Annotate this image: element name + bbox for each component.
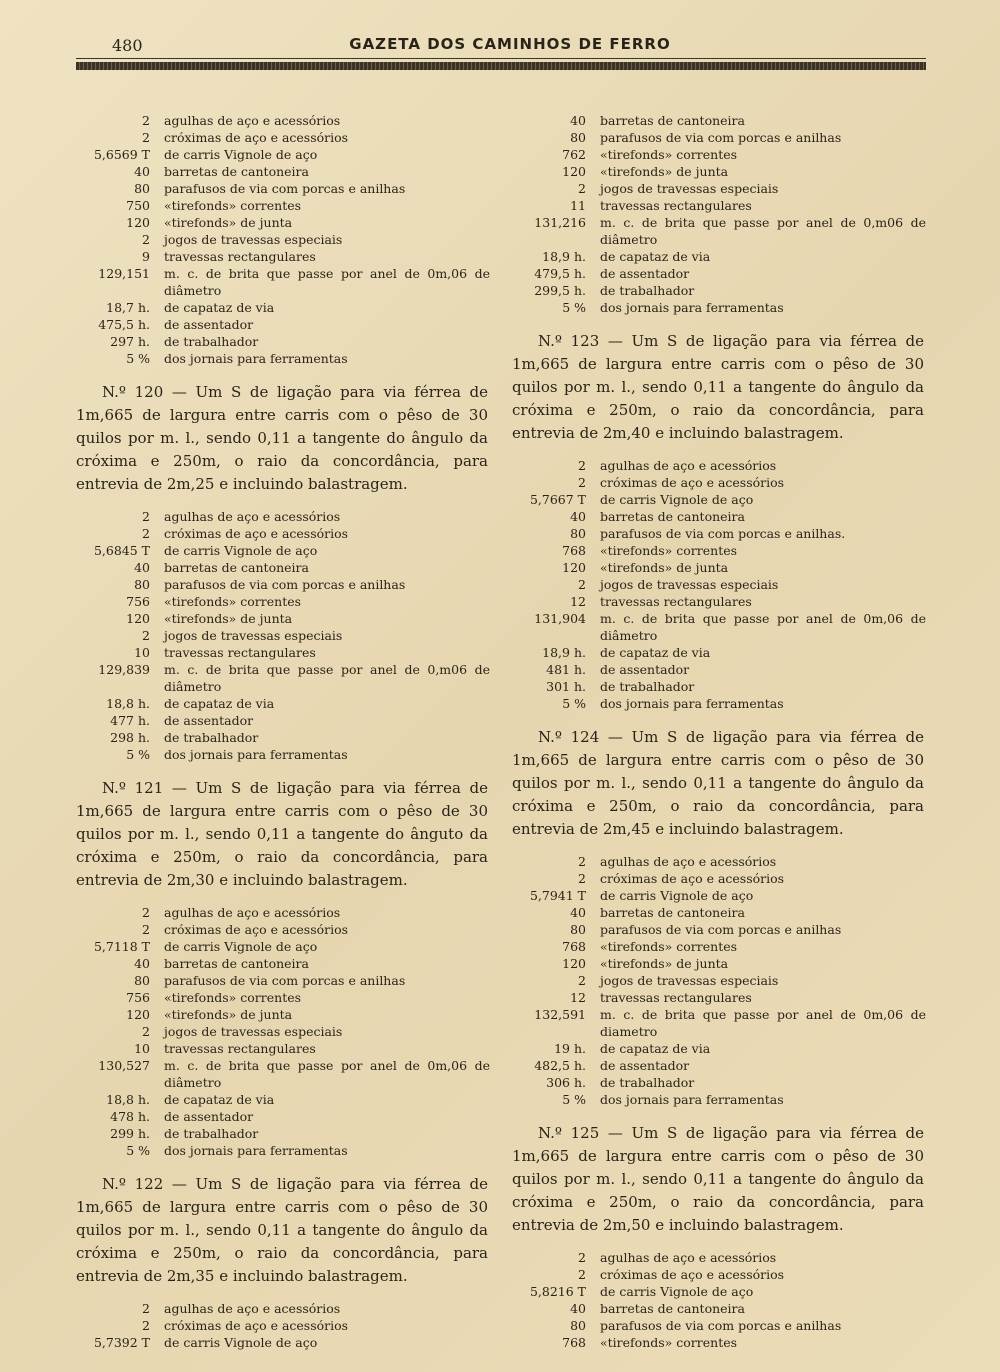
list-item xyxy=(508,248,928,265)
item-description: travessas rectangulares xyxy=(600,594,752,609)
list-item xyxy=(72,231,492,248)
list-item xyxy=(508,661,928,678)
list-item xyxy=(72,508,492,525)
item-description: de capataz de via xyxy=(600,1041,711,1056)
item-description: de carris Vignole de aço xyxy=(164,1335,318,1350)
item-description: de trabalhador xyxy=(164,1126,259,1141)
item-quantity: 80 xyxy=(570,130,586,145)
section-paragraph: N.º 124 — Um S de ligação para via férrea de 1m,665 de largura entre carris com o pêso de 30 quilos por m. l., sendo 0,11 a tangente do ângulo da cróxima e 250m, o raio da concordância, para entrevia de 2m,45 e incluindo balastragem. xyxy=(512,728,924,838)
list-item xyxy=(72,746,492,763)
list-item xyxy=(508,214,928,248)
item-description: «tirefonds» de junta xyxy=(600,164,729,179)
list-item xyxy=(72,938,492,955)
list-item xyxy=(508,1006,928,1040)
item-quantity: 2 xyxy=(142,905,150,920)
item-description: de capataz de via xyxy=(164,1092,275,1107)
item-quantity: 40 xyxy=(570,905,586,920)
item-quantity: 5,6845 T xyxy=(93,543,150,558)
item-quantity: 5 % xyxy=(126,1143,150,1158)
item-quantity: 2 xyxy=(578,181,586,196)
list-item xyxy=(508,197,928,214)
item-description: de carris Vignole de aço xyxy=(600,1284,754,1299)
list-item xyxy=(508,1300,928,1317)
item-description: parafusos de via com porcas e anilhas xyxy=(600,922,842,937)
item-description: travessas rectangulares xyxy=(164,645,316,660)
item-description: cróximas de aço e acessórios xyxy=(600,475,785,490)
list-item xyxy=(72,316,492,333)
item-quantity: 11 xyxy=(570,198,586,213)
list-item xyxy=(72,350,492,367)
item-quantity: 120 xyxy=(126,215,150,230)
list-item xyxy=(72,576,492,593)
list-item xyxy=(72,299,492,316)
list-item xyxy=(72,214,492,231)
list-item xyxy=(508,1074,928,1091)
list-item xyxy=(72,112,492,129)
item-quantity: 12 xyxy=(570,594,586,609)
item-description: m. c. de brita que passe por anel de 0m,06 de diâmetro xyxy=(164,266,490,298)
list-item xyxy=(508,904,928,921)
list-item xyxy=(508,1266,928,1283)
item-description: de assentador xyxy=(164,713,254,728)
item-description: dos jornais para ferramentas xyxy=(164,747,348,762)
item-quantity: 40 xyxy=(570,509,586,524)
page-number: 480 xyxy=(112,36,143,55)
item-description: parafusos de via com porcas e anilhas xyxy=(600,130,842,145)
item-quantity: 2 xyxy=(142,130,150,145)
header-rule xyxy=(76,62,926,70)
list-item xyxy=(72,1023,492,1040)
item-description: dos jornais para ferramentas xyxy=(600,1092,784,1107)
list-item xyxy=(72,1300,492,1317)
list-item xyxy=(72,989,492,1006)
item-description: «tirefonds» correntes xyxy=(600,939,738,954)
list-item xyxy=(72,559,492,576)
item-description: «tirefonds» correntes xyxy=(164,990,302,1005)
item-quantity: 478 h. xyxy=(110,1109,150,1124)
item-description: agulhas de aço e acessórios xyxy=(164,509,341,524)
item-description: de assentador xyxy=(164,317,254,332)
list-item xyxy=(72,180,492,197)
item-quantity: 301 h. xyxy=(546,679,586,694)
item-description: travessas rectangulares xyxy=(164,1041,316,1056)
item-quantity: 80 xyxy=(134,577,150,592)
item-quantity: 5,7667 T xyxy=(529,492,586,507)
item-description: de trabalhador xyxy=(164,334,259,349)
list-item xyxy=(508,887,928,904)
item-description: agulhas de aço e acessórios xyxy=(600,458,777,473)
item-description: de trabalhador xyxy=(600,1075,695,1090)
item-description: barretas de cantoneira xyxy=(600,1301,745,1316)
item-description: «tirefonds» correntes xyxy=(164,198,302,213)
item-quantity: 299 h. xyxy=(110,1126,150,1141)
item-quantity: 768 xyxy=(562,543,586,558)
item-quantity: 80 xyxy=(570,1318,586,1333)
list-item xyxy=(508,491,928,508)
list-item xyxy=(508,1283,928,1300)
journal-title: GAZETA DOS CAMINHOS DE FERRO xyxy=(349,35,671,53)
section-paragraph: N.º 123 — Um S de ligação para via férrea de 1m,665 de largura entre carris com o pêso de 30 quilos por m. l., sendo 0,11 a tangente do ângulo da cróxima e 250m, o raio da concordância, para entrevia de 2m,40 e incluindo balastragem. xyxy=(512,332,924,442)
item-description: «tirefonds» correntes xyxy=(600,543,738,558)
item-description: de assentador xyxy=(600,266,690,281)
section-paragraph: N.º 120 — Um S de ligação para via férrea de 1m,665 de largura entre carris com o pêso de 30 quilos por m. l., sendo 0,11 a tangente do ângulo da cróxima e 250m, o raio da concordância, para entrevia de 2m,25 e incluindo balastragem. xyxy=(76,383,488,493)
item-description: «tirefonds» de junta xyxy=(600,560,729,575)
item-quantity: 5,6569 T xyxy=(93,147,150,162)
item-description: dos jornais para ferramentas xyxy=(164,351,348,366)
item-quantity: 2 xyxy=(578,475,586,490)
item-quantity: 2 xyxy=(578,458,586,473)
item-description: parafusos de via com porcas e anilhas xyxy=(600,1318,842,1333)
list-item xyxy=(508,559,928,576)
item-quantity: 2 xyxy=(142,113,150,128)
list-item xyxy=(508,989,928,1006)
item-quantity: 18,8 h. xyxy=(106,1092,150,1107)
section-paragraph: N.º 122 — Um S de ligação para via férrea de 1m,665 de largura entre carris com o pêso de 30 quilos por m. l., sendo 0,11 a tangente do ângulo da cróxima e 250m, o raio da concordância, para entrevia de 2m,35 e incluindo balastragem. xyxy=(76,1175,488,1285)
list-item xyxy=(72,265,492,299)
item-quantity: 756 xyxy=(126,990,150,1005)
list-item xyxy=(72,661,492,695)
item-description: «tirefonds» de junta xyxy=(600,956,729,971)
item-description: dos jornais para ferramentas xyxy=(164,1143,348,1158)
list-item xyxy=(72,129,492,146)
item-quantity: 19 h. xyxy=(554,1041,586,1056)
item-description: parafusos de via com porcas e anilhas xyxy=(164,181,406,196)
item-quantity: 120 xyxy=(126,611,150,626)
item-description: de carris Vignole de aço xyxy=(164,147,318,162)
list-item xyxy=(508,1091,928,1108)
item-quantity: 130,527 xyxy=(98,1058,150,1073)
list-item xyxy=(72,921,492,938)
list-item xyxy=(508,644,928,661)
list-item xyxy=(508,129,928,146)
list-item xyxy=(72,1125,492,1142)
item-description: «tirefonds» correntes xyxy=(600,1335,738,1350)
item-quantity: 482,5 h. xyxy=(534,1058,586,1073)
item-quantity: 5,7392 T xyxy=(93,1335,150,1350)
item-quantity: 80 xyxy=(134,973,150,988)
list-item xyxy=(72,525,492,542)
list-item xyxy=(72,695,492,712)
item-quantity: 18,9 h. xyxy=(542,249,586,264)
list-item xyxy=(72,542,492,559)
item-quantity: 80 xyxy=(570,922,586,937)
item-description: travessas rectangulares xyxy=(164,249,316,264)
list-item xyxy=(72,955,492,972)
item-quantity: 120 xyxy=(562,164,586,179)
list-item xyxy=(508,678,928,695)
item-description: de trabalhador xyxy=(164,730,259,745)
list-item xyxy=(508,593,928,610)
material-list xyxy=(508,853,928,1108)
item-description: de assentador xyxy=(164,1109,254,1124)
section-paragraph: N.º 121 — Um S de ligação para via férrea de 1m,665 de largura entre carris com o pêso de 30 quilos por m. l., sendo 0,11 a tangente do ânguto da cróxima e 250m, o raio da concordância, para entrevia de 2m,30 e incluindo balastragem. xyxy=(76,779,488,889)
list-item xyxy=(508,112,928,129)
item-quantity: 80 xyxy=(570,526,586,541)
material-list xyxy=(72,904,492,1159)
list-item xyxy=(508,853,928,870)
item-description: m. c. de brita que passe por anel de 0m,06 de diâmetro xyxy=(164,1058,490,1090)
item-description: «tirefonds» de junta xyxy=(164,215,293,230)
item-description: «tirefonds» correntes xyxy=(164,594,302,609)
list-item xyxy=(508,576,928,593)
item-description: de trabalhador xyxy=(600,283,695,298)
material-list xyxy=(508,457,928,712)
material-list xyxy=(508,112,928,316)
list-item xyxy=(508,146,928,163)
list-item xyxy=(508,1057,928,1074)
item-quantity: 2 xyxy=(578,1267,586,1282)
list-item xyxy=(508,610,928,644)
item-quantity: 9 xyxy=(142,249,150,264)
item-quantity: 132,591 xyxy=(534,1007,586,1022)
material-list xyxy=(508,1249,928,1351)
item-quantity: 80 xyxy=(134,181,150,196)
item-description: barretas de cantoneira xyxy=(600,509,745,524)
list-item xyxy=(72,1334,492,1351)
item-quantity: 131,216 xyxy=(534,215,586,230)
item-description: cróximas de aço e acessórios xyxy=(164,1318,349,1333)
list-item xyxy=(508,474,928,491)
item-quantity: 479,5 h. xyxy=(534,266,586,281)
item-quantity: 5,7941 T xyxy=(529,888,586,903)
item-quantity: 768 xyxy=(562,939,586,954)
item-description: de carris Vignole de aço xyxy=(164,939,318,954)
item-description: parafusos de via com porcas e anilhas xyxy=(164,577,406,592)
left-column xyxy=(72,112,492,1351)
item-quantity: 18,8 h. xyxy=(106,696,150,711)
item-quantity: 40 xyxy=(134,956,150,971)
item-description: barretas de cantoneira xyxy=(164,164,309,179)
right-column xyxy=(508,112,928,1351)
item-description: m. c. de brita que passe por anel de 0m,06 de diâmetro xyxy=(600,611,926,643)
item-quantity: 2 xyxy=(142,232,150,247)
item-quantity: 129,151 xyxy=(98,266,150,281)
list-item xyxy=(72,644,492,661)
item-description: de capataz de via xyxy=(164,696,275,711)
list-item xyxy=(508,282,928,299)
item-description: parafusos de via com porcas e anilhas. xyxy=(600,526,846,541)
item-quantity: 298 h. xyxy=(110,730,150,745)
item-quantity: 2 xyxy=(142,526,150,541)
item-quantity: 18,9 h. xyxy=(542,645,586,660)
item-description: barretas de cantoneira xyxy=(600,113,745,128)
list-item xyxy=(72,1091,492,1108)
item-description: de assentador xyxy=(600,1058,690,1073)
item-quantity: 10 xyxy=(134,1041,150,1056)
item-quantity: 2 xyxy=(578,1250,586,1265)
item-quantity: 2 xyxy=(142,1024,150,1039)
item-description: jogos de travessas especiais xyxy=(164,232,343,247)
item-quantity: 5 % xyxy=(126,747,150,762)
list-item xyxy=(72,1142,492,1159)
item-description: de capataz de via xyxy=(164,300,275,315)
list-item xyxy=(508,525,928,542)
item-description: «tirefonds» de junta xyxy=(164,611,293,626)
item-quantity: 120 xyxy=(126,1007,150,1022)
item-description: agulhas de aço e acessórios xyxy=(164,905,341,920)
item-description: m. c. de brita que passe por anel de 0m,06 de diametro xyxy=(600,1007,926,1039)
list-item xyxy=(508,1317,928,1334)
item-quantity: 40 xyxy=(570,1301,586,1316)
list-item xyxy=(72,146,492,163)
item-quantity: 306 h. xyxy=(546,1075,586,1090)
material-list xyxy=(72,508,492,763)
list-item xyxy=(72,1006,492,1023)
item-quantity: 475,5 h. xyxy=(98,317,150,332)
item-description: m. c. de brita que passe por anel de 0,m06 de diâmetro xyxy=(164,662,490,694)
item-quantity: 2 xyxy=(142,509,150,524)
list-item xyxy=(508,1040,928,1057)
item-quantity: 5 % xyxy=(126,351,150,366)
item-quantity: 2 xyxy=(578,854,586,869)
item-quantity: 299,5 h. xyxy=(534,283,586,298)
item-description: de carris Vignole de aço xyxy=(600,888,754,903)
item-description: de trabalhador xyxy=(600,679,695,694)
list-item xyxy=(508,921,928,938)
item-description: dos jornais para ferramentas xyxy=(600,300,784,315)
list-item xyxy=(508,695,928,712)
item-description: «tirefonds» correntes xyxy=(600,147,738,162)
item-description: «tirefonds» de junta xyxy=(164,1007,293,1022)
item-quantity: 5 % xyxy=(562,1092,586,1107)
item-description: cróximas de aço e acessórios xyxy=(164,526,349,541)
material-list xyxy=(72,112,492,367)
item-description: jogos de travessas especiais xyxy=(600,973,779,988)
item-quantity: 129,839 xyxy=(98,662,150,677)
item-quantity: 762 xyxy=(562,147,586,162)
item-description: de assentador xyxy=(600,662,690,677)
item-quantity: 120 xyxy=(562,560,586,575)
item-description: jogos de travessas especiais xyxy=(164,628,343,643)
list-item xyxy=(508,180,928,197)
item-description: travessas rectangulares xyxy=(600,198,752,213)
item-quantity: 2 xyxy=(142,922,150,937)
list-item xyxy=(72,729,492,746)
item-quantity: 120 xyxy=(562,956,586,971)
list-item xyxy=(508,938,928,955)
item-quantity: 297 h. xyxy=(110,334,150,349)
item-description: barretas de cantoneira xyxy=(164,560,309,575)
item-quantity: 10 xyxy=(134,645,150,660)
item-description: cróximas de aço e acessórios xyxy=(600,871,785,886)
list-item xyxy=(508,870,928,887)
list-item xyxy=(72,972,492,989)
item-description: dos jornais para ferramentas xyxy=(600,696,784,711)
item-quantity: 5 % xyxy=(562,696,586,711)
item-description: m. c. de brita que passe por anel de 0,m06 de diâmetro xyxy=(600,215,926,247)
item-quantity: 2 xyxy=(142,1301,150,1316)
item-quantity: 5,8216 T xyxy=(529,1284,586,1299)
header-rule-thin xyxy=(76,58,926,59)
item-description: jogos de travessas especiais xyxy=(600,577,779,592)
list-item xyxy=(72,1317,492,1334)
list-item xyxy=(72,333,492,350)
list-item xyxy=(72,163,492,180)
list-item xyxy=(72,1057,492,1091)
item-description: travessas rectangulares xyxy=(600,990,752,1005)
list-item xyxy=(72,197,492,214)
item-description: cróximas de aço e acessórios xyxy=(164,922,349,937)
list-item xyxy=(508,1249,928,1266)
item-description: barretas de cantoneira xyxy=(164,956,309,971)
section-paragraph: N.º 125 — Um S de ligação para via férrea de 1m,665 de largura entre carris com o pêso de 30 quilos por m. l., sendo 0,11 a tangente do ângulo da cróxima e 250m, o raio da concordância, para entrevia de 2m,50 e incluindo balastragem. xyxy=(512,1124,924,1234)
item-description: de capataz de via xyxy=(600,645,711,660)
item-description: agulhas de aço e acessórios xyxy=(600,1250,777,1265)
item-description: de carris Vignole de aço xyxy=(164,543,318,558)
item-quantity: 750 xyxy=(126,198,150,213)
list-item xyxy=(72,1040,492,1057)
list-item xyxy=(72,610,492,627)
list-item xyxy=(72,1108,492,1125)
item-quantity: 5 % xyxy=(562,300,586,315)
list-item xyxy=(508,542,928,559)
item-description: barretas de cantoneira xyxy=(600,905,745,920)
item-quantity: 12 xyxy=(570,990,586,1005)
list-item xyxy=(508,299,928,316)
list-item xyxy=(72,712,492,729)
item-description: agulhas de aço e acessórios xyxy=(164,1301,341,1316)
item-description: cróximas de aço e acessórios xyxy=(164,130,349,145)
item-quantity: 2 xyxy=(578,871,586,886)
item-quantity: 2 xyxy=(578,973,586,988)
item-quantity: 40 xyxy=(134,164,150,179)
item-quantity: 477 h. xyxy=(110,713,150,728)
item-quantity: 2 xyxy=(142,1318,150,1333)
item-description: agulhas de aço e acessórios xyxy=(600,854,777,869)
list-item xyxy=(508,163,928,180)
item-description: cróximas de aço e acessórios xyxy=(600,1267,785,1282)
item-quantity: 131,904 xyxy=(534,611,586,626)
list-item xyxy=(508,1334,928,1351)
list-item xyxy=(72,904,492,921)
item-quantity: 40 xyxy=(570,113,586,128)
list-item xyxy=(508,972,928,989)
item-quantity: 2 xyxy=(142,628,150,643)
item-quantity: 481 h. xyxy=(546,662,586,677)
list-item xyxy=(508,508,928,525)
item-description: jogos de travessas especiais xyxy=(164,1024,343,1039)
list-item xyxy=(72,593,492,610)
item-description: jogos de travessas especiais xyxy=(600,181,779,196)
item-quantity: 18,7 h. xyxy=(106,300,150,315)
list-item xyxy=(508,457,928,474)
item-description: de capataz de via xyxy=(600,249,711,264)
item-quantity: 756 xyxy=(126,594,150,609)
material-list xyxy=(72,1300,492,1351)
list-item xyxy=(508,955,928,972)
item-description: parafusos de via com porcas e anilhas xyxy=(164,973,406,988)
item-description: agulhas de aço e acessórios xyxy=(164,113,341,128)
list-item xyxy=(508,265,928,282)
item-quantity: 5,7118 T xyxy=(93,939,150,954)
list-item xyxy=(72,248,492,265)
list-item xyxy=(72,627,492,644)
item-quantity: 40 xyxy=(134,560,150,575)
item-quantity: 2 xyxy=(578,577,586,592)
item-description: de carris Vignole de aço xyxy=(600,492,754,507)
item-quantity: 768 xyxy=(562,1335,586,1350)
